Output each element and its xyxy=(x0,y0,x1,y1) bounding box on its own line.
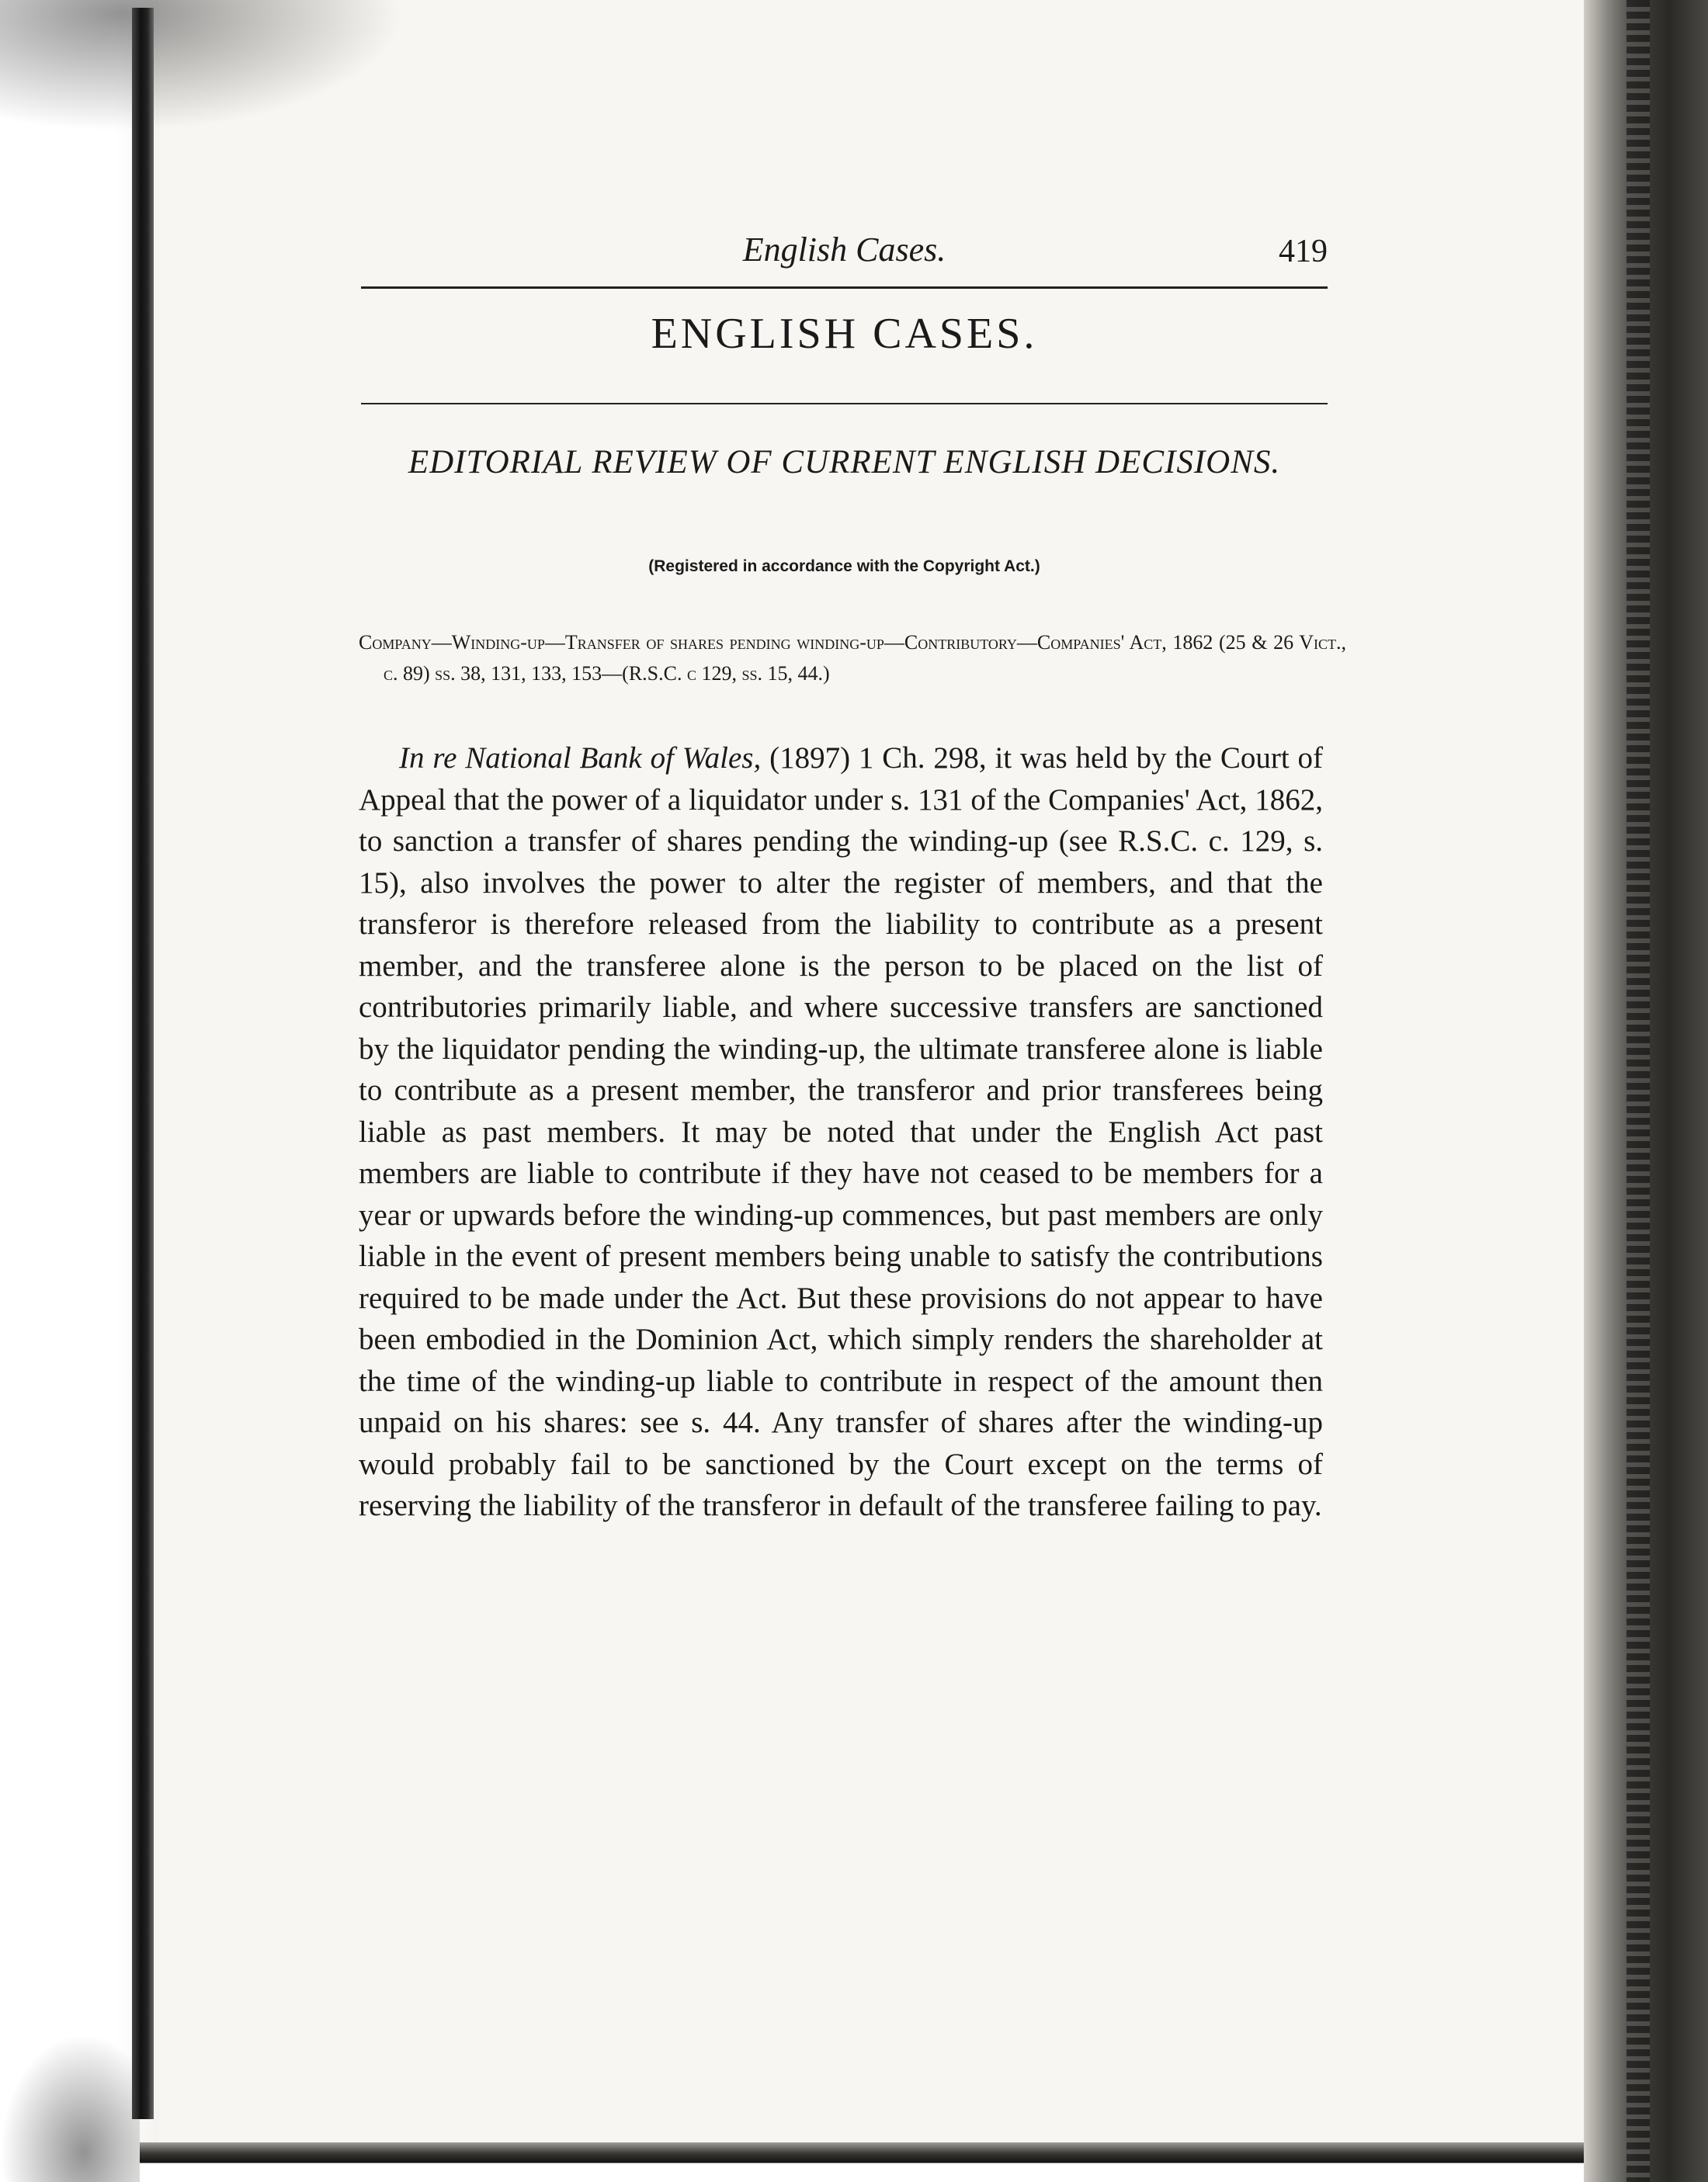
running-head xyxy=(361,230,1328,292)
case-citation: In re National Bank of Wales, xyxy=(399,741,762,775)
section-title: ENGLISH CASES. xyxy=(651,310,1038,358)
scan-shadow-top-left xyxy=(0,0,404,132)
body-text xyxy=(359,737,1323,1527)
scan-edge-bottom xyxy=(140,2142,1584,2182)
header-rule xyxy=(361,286,1328,289)
editorial-title: EDITORIAL REVIEW OF CURRENT ENGLISH DECISIONS. xyxy=(408,444,1281,480)
body-paragraph xyxy=(359,737,1323,1527)
copyright-note: (Registered in accordance with the Copyright Act.) xyxy=(648,557,1040,575)
scan-shadow-bottom-left xyxy=(0,2034,140,2182)
binding-edge xyxy=(132,8,154,2119)
headnote: Company—Winding-up—Transfer of shares pending winding-up—Contributory—Companies' Act, 1862 (25 & 26 Vict., c. 89) ss. 38, 131, 133, 153—(R.S.C. c 129, ss. 15, 44.) xyxy=(359,631,1346,685)
page-number: 419 xyxy=(1279,234,1328,269)
section-rule xyxy=(361,403,1328,404)
paragraph-text: (1897) 1 Ch. 298, it was held by the Court of Appeal that the power of a liquidator under s. 131 of the Companies' Act, 1862, to sanction a transfer of shares pending the winding-up (see R.S.C. c. 129, s. 15), also involves the power to alter the register of members, and that the transferor is therefore released from the liability to contribute as a present member, and the transferee alone is the person to be placed on the list of contributories primarily liable, and where successive transfers are sanctioned by the liquidator pending the winding-up, the ultimate transferee alone is liable to contribute as a present member, the transferor and prior transferees being liable as past members. It may be noted that under the English Act past members are liable to contribute if they have not ceased to be members for a year or upwards before the winding-up commences, but past members are only liable in the event of present members being unable to satisfy the contributions required to be made under the Act. But these provisions do not appear to have been embodied in the Dominion Act, which simply renders the shareholder at the time of the winding-up liable to contribute in respect of the amount then unpaid on his shares: see s. 44. Any transfer of shares after the winding-up would probably fail to be sanctioned by the Court except on the terms of reserving the liability of the transferor in default of the transferee failing to pay. xyxy=(359,741,1323,1522)
scan-texture-right xyxy=(1626,0,1650,2182)
running-title: English Cases. xyxy=(742,231,946,269)
